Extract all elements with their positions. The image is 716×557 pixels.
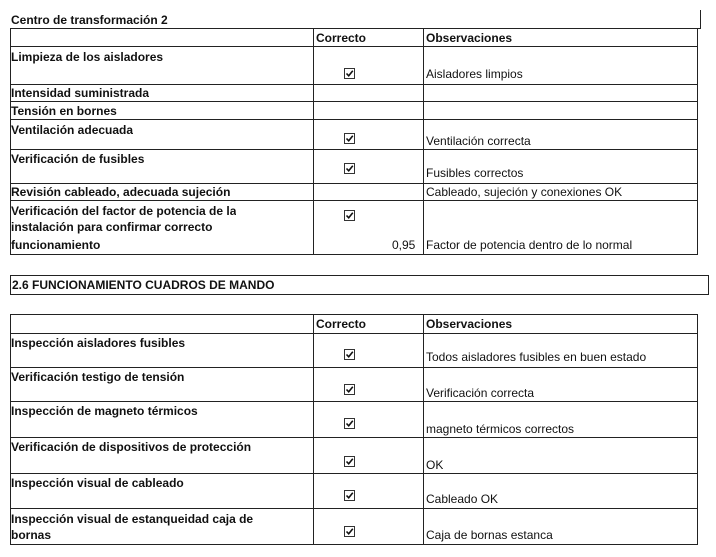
row-label-line: bornas (11, 528, 52, 542)
row-label: Verificación testigo de tensión (11, 370, 185, 384)
divider (10, 314, 698, 315)
checked-checkbox-icon[interactable] (344, 384, 355, 395)
divider (10, 367, 698, 368)
row-label: Verificación de dispositivos de protección (11, 440, 252, 454)
divider (313, 314, 314, 545)
divider (10, 28, 700, 29)
row-observation: Todos aisladores fusibles en buen estado (426, 350, 647, 364)
divider (10, 314, 11, 545)
row-label-line: funcionamiento (11, 238, 101, 252)
divider (10, 333, 698, 334)
checked-checkbox-icon[interactable] (344, 210, 355, 221)
divider (10, 437, 698, 438)
divider (10, 275, 11, 295)
divider (10, 544, 698, 545)
divider (700, 10, 701, 29)
checked-checkbox-icon[interactable] (344, 456, 355, 467)
section-title: Centro de transformación 2 (11, 13, 168, 27)
column-header-correcto: Correcto (316, 317, 367, 331)
checked-checkbox-icon[interactable] (344, 490, 355, 501)
row-label-line: Verificación del factor de potencia de la (11, 204, 237, 218)
divider (10, 183, 698, 184)
divider (313, 28, 314, 255)
row-label: Inspección aisladores fusibles (11, 336, 186, 350)
row-observation: Verificación correcta (426, 386, 535, 400)
row-label-line: instalación para confirmar correcto (11, 220, 213, 234)
checked-checkbox-icon[interactable] (344, 349, 355, 360)
divider (697, 28, 698, 255)
row-label: Revisión cableado, adecuada sujeción (11, 185, 231, 199)
column-header-observaciones: Observaciones (426, 31, 513, 45)
row-label: Inspección visual de cableado (11, 476, 184, 490)
row-label: Verificación de fusibles (11, 152, 145, 166)
row-label: Inspección de magneto térmicos (11, 404, 198, 418)
row-observation: Ventilación correcta (426, 134, 531, 148)
divider (10, 101, 698, 102)
row-label: Intensidad suministrada (11, 86, 150, 100)
divider (10, 254, 698, 255)
row-observation: Fusibles correctos (426, 166, 524, 180)
divider (10, 28, 11, 255)
divider (708, 275, 709, 295)
divider (10, 294, 708, 295)
row-label: Tensión en bornes (11, 104, 117, 118)
divider (10, 200, 698, 201)
divider (10, 84, 698, 85)
checked-checkbox-icon[interactable] (344, 163, 355, 174)
divider (10, 401, 698, 402)
row-label: Limpieza de los aisladores (11, 50, 164, 64)
divider (10, 275, 708, 276)
divider (10, 119, 698, 120)
section-title: 2.6 FUNCIONAMIENTO CUADROS DE MANDO (12, 278, 275, 292)
column-header-observaciones: Observaciones (426, 317, 513, 331)
column-header-correcto: Correcto (316, 31, 367, 45)
divider (423, 28, 424, 255)
row-observation: OK (426, 458, 444, 472)
divider (10, 473, 698, 474)
row-observation: Cableado OK (426, 492, 499, 506)
divider (697, 314, 698, 545)
row-observation: Factor de potencia dentro de lo normal (426, 238, 633, 252)
checked-checkbox-icon[interactable] (344, 418, 355, 429)
row-label-line: Inspección visual de estanqueidad caja de (11, 512, 254, 526)
divider (10, 508, 698, 509)
divider (10, 149, 698, 150)
row-label: Ventilación adecuada (11, 123, 134, 137)
row-observation: Aisladores limpios (426, 67, 523, 81)
checked-checkbox-icon[interactable] (344, 68, 355, 79)
power-factor-value: 0,95 (392, 238, 416, 252)
divider (423, 314, 424, 545)
checked-checkbox-icon[interactable] (344, 133, 355, 144)
divider (10, 46, 698, 47)
row-observation: Cableado, sujeción y conexiones OK (426, 185, 623, 199)
row-observation: magneto térmicos correctos (426, 422, 575, 436)
row-observation: Caja de bornas estanca (426, 528, 553, 542)
checked-checkbox-icon[interactable] (344, 526, 355, 537)
